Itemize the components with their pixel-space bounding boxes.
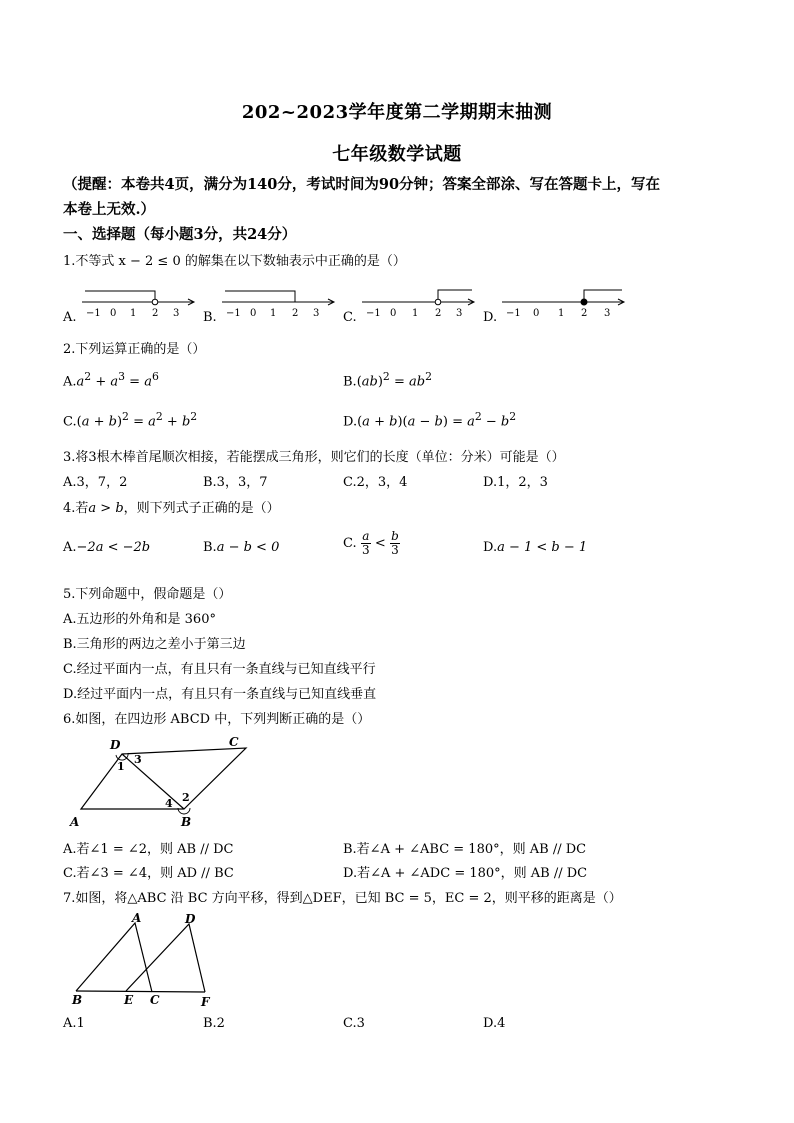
q4-option-a-label: A. bbox=[63, 540, 77, 555]
q2-option-d-label: D. bbox=[343, 414, 358, 430]
tick-label: 3 bbox=[313, 308, 320, 319]
vertex-label-c: C bbox=[150, 993, 160, 1007]
q2-option-c-label: C. bbox=[63, 414, 77, 430]
vertex-label-b: B bbox=[72, 993, 83, 1007]
q4-option-d-label: D. bbox=[483, 540, 498, 555]
q7-translation-figure bbox=[66, 910, 226, 1010]
angle-label-2: 2 bbox=[182, 791, 190, 804]
q3-option-d: D.1，2，3 bbox=[483, 475, 548, 490]
vertex-label-f: F bbox=[201, 995, 210, 1009]
tick-label: 3 bbox=[604, 308, 611, 319]
q7-stem: 7.如图，将△ABC 沿 BC 方向平移，得到△DEF，已知 BC = 5，EC = 2，则平移的距离是（） bbox=[63, 891, 622, 906]
vertex-label-d: D bbox=[110, 738, 121, 752]
q7-option-a: A.1 bbox=[63, 1016, 85, 1031]
q1-number-line-d bbox=[500, 282, 630, 322]
q2-option-d: $D.(a + b)(a - b) = a^2 - b^2$ bbox=[343, 410, 517, 430]
diagonal-bd bbox=[122, 754, 184, 809]
vertex-label-a: A bbox=[132, 911, 142, 925]
q6-stem: 6.如图，在四边形 ABCD 中，下列判断正确的是（） bbox=[63, 712, 371, 727]
quadrilateral-abcd bbox=[81, 748, 246, 809]
triangle-abc bbox=[76, 923, 152, 992]
tick-label: 2 bbox=[581, 308, 588, 319]
q4-option-d bbox=[483, 540, 587, 555]
q2-option-a-label: A. bbox=[63, 374, 77, 390]
q1-option-a-label: A. bbox=[63, 310, 77, 325]
q5-option-c: C.经过平面内一点，有且只有一条直线与已知直线平行 bbox=[63, 662, 376, 677]
baseline-bf bbox=[76, 991, 205, 992]
tick-label: 0 bbox=[390, 308, 397, 319]
q4-option-b-math: a − b < 0 bbox=[216, 540, 280, 555]
q4-stem-suffix: ，则下列式子正确的是（） bbox=[123, 501, 280, 516]
q5-stem: 5.下列命题中，假命题是（） bbox=[63, 587, 232, 602]
q4-option-c: C. $\frac{a}{3}$ < $\frac{b}{3}$ bbox=[343, 529, 399, 557]
q3-option-a: A.3，7，2 bbox=[63, 475, 128, 490]
exam-subtitle: 七年级数学试题 bbox=[332, 144, 462, 165]
q7-option-b: B.2 bbox=[203, 1016, 225, 1031]
tick-label: 0 bbox=[533, 308, 540, 319]
section-heading: 一、选择题（每小题3分，共24分） bbox=[63, 226, 297, 243]
exam-title: 202~2023学年度第二学期期末抽测 bbox=[241, 102, 553, 123]
tick-label: 2 bbox=[152, 308, 159, 319]
q1-number-line-b bbox=[220, 282, 340, 322]
angle-label-3: 3 bbox=[134, 753, 142, 766]
q1-number-line-a bbox=[80, 282, 200, 322]
q3-option-c: C.2，3，4 bbox=[343, 475, 408, 490]
tick-label: 2 bbox=[435, 308, 442, 319]
angle-label-4: 4 bbox=[165, 797, 173, 810]
q1-stem: 1.不等式 x − 2 ≤ 0 的解集在以下数轴表示中正确的是（） bbox=[63, 254, 406, 269]
tick-label: 3 bbox=[173, 308, 180, 319]
notice-line-1: （提醒：本卷共4页，满分为140分，考试时间为90分钟；答案全部涂、写在答题卡上，写在 bbox=[63, 176, 661, 193]
q4-option-b-label: B. bbox=[203, 540, 217, 555]
tick-label: 1 bbox=[270, 308, 277, 319]
tick-label: 2 bbox=[292, 308, 299, 319]
q2-option-b: $B.(ab)^2 = ab^2$ bbox=[343, 370, 432, 390]
q7-option-d: D.4 bbox=[483, 1016, 506, 1031]
q1-option-c-label: C. bbox=[343, 310, 357, 325]
q3-stem: 3.将3根木棒首尾顺次相接，若能摆成三角形，则它们的长度（单位：分米）可能是（） bbox=[63, 450, 565, 465]
fraction-b-over-3: $\frac{b}{3}$ bbox=[391, 529, 399, 557]
q4-option-a-math: −2a < −2b bbox=[76, 540, 151, 555]
q4-option-d-math: a − 1 < b − 1 bbox=[497, 540, 588, 555]
q4-option-a bbox=[63, 540, 150, 555]
q4-option-c-label: C. bbox=[343, 536, 357, 551]
q2-stem: 2.下列运算正确的是（） bbox=[63, 342, 206, 357]
tick-label: 1 bbox=[412, 308, 419, 319]
q7-option-c: C.3 bbox=[343, 1016, 365, 1031]
q1-option-b-label: B. bbox=[203, 310, 217, 325]
q3-option-b: B.3，3，7 bbox=[203, 475, 268, 490]
tick-label: 0 bbox=[250, 308, 257, 319]
tick-label: 3 bbox=[456, 308, 463, 319]
notice-line-2: 本卷上无效.） bbox=[63, 201, 156, 218]
vertex-label-b: B bbox=[181, 815, 192, 829]
q4-stem-math: a > b bbox=[88, 501, 124, 516]
q4-option-b bbox=[203, 540, 279, 555]
vertex-label-c: C bbox=[229, 735, 239, 749]
tick-label: −1 bbox=[366, 308, 381, 319]
q2-option-a: $A.a^2 + a^3 = a^6$ bbox=[63, 370, 159, 390]
vertex-label-d: D bbox=[185, 912, 196, 926]
q6-option-d: D.若∠A + ∠ADC = 180°，则 AB // DC bbox=[343, 866, 588, 881]
tick-label: −1 bbox=[506, 308, 521, 319]
tick-label: 1 bbox=[130, 308, 137, 319]
tick-label: −1 bbox=[86, 308, 101, 319]
fraction-a-over-3: $\frac{a}{3}$ bbox=[361, 529, 370, 557]
q6-quadrilateral-figure bbox=[66, 732, 266, 832]
q1-number-line-c bbox=[360, 282, 480, 322]
q1-option-d-label: D. bbox=[483, 310, 498, 325]
tick-label: −1 bbox=[226, 308, 241, 319]
q6-option-b: B.若∠A + ∠ABC = 180°，则 AB // DC bbox=[343, 842, 587, 857]
tick-label: 1 bbox=[558, 308, 565, 319]
tick-label: 0 bbox=[110, 308, 117, 319]
q5-option-b: B.三角形的两边之差小于第三边 bbox=[63, 637, 246, 652]
q2-option-c: $C.(a + b)^2 = a^2 + b^2$ bbox=[63, 410, 198, 430]
q5-option-a: A.五边形的外角和是 360° bbox=[63, 612, 216, 627]
angle-label-1: 1 bbox=[117, 760, 125, 773]
q6-option-a: A.若∠1 = ∠2，则 AB // DC bbox=[63, 842, 234, 857]
vertex-label-a: A bbox=[70, 815, 80, 829]
q4-stem-prefix: 4.若 bbox=[63, 501, 89, 516]
q5-option-d: D.经过平面内一点，有且只有一条直线与已知直线垂直 bbox=[63, 687, 377, 702]
q2-option-b-label: B. bbox=[343, 374, 357, 390]
vertex-label-e: E bbox=[124, 993, 134, 1007]
q6-option-c: C.若∠3 = ∠4，则 AD // BC bbox=[63, 866, 234, 881]
q4-stem bbox=[63, 497, 280, 516]
